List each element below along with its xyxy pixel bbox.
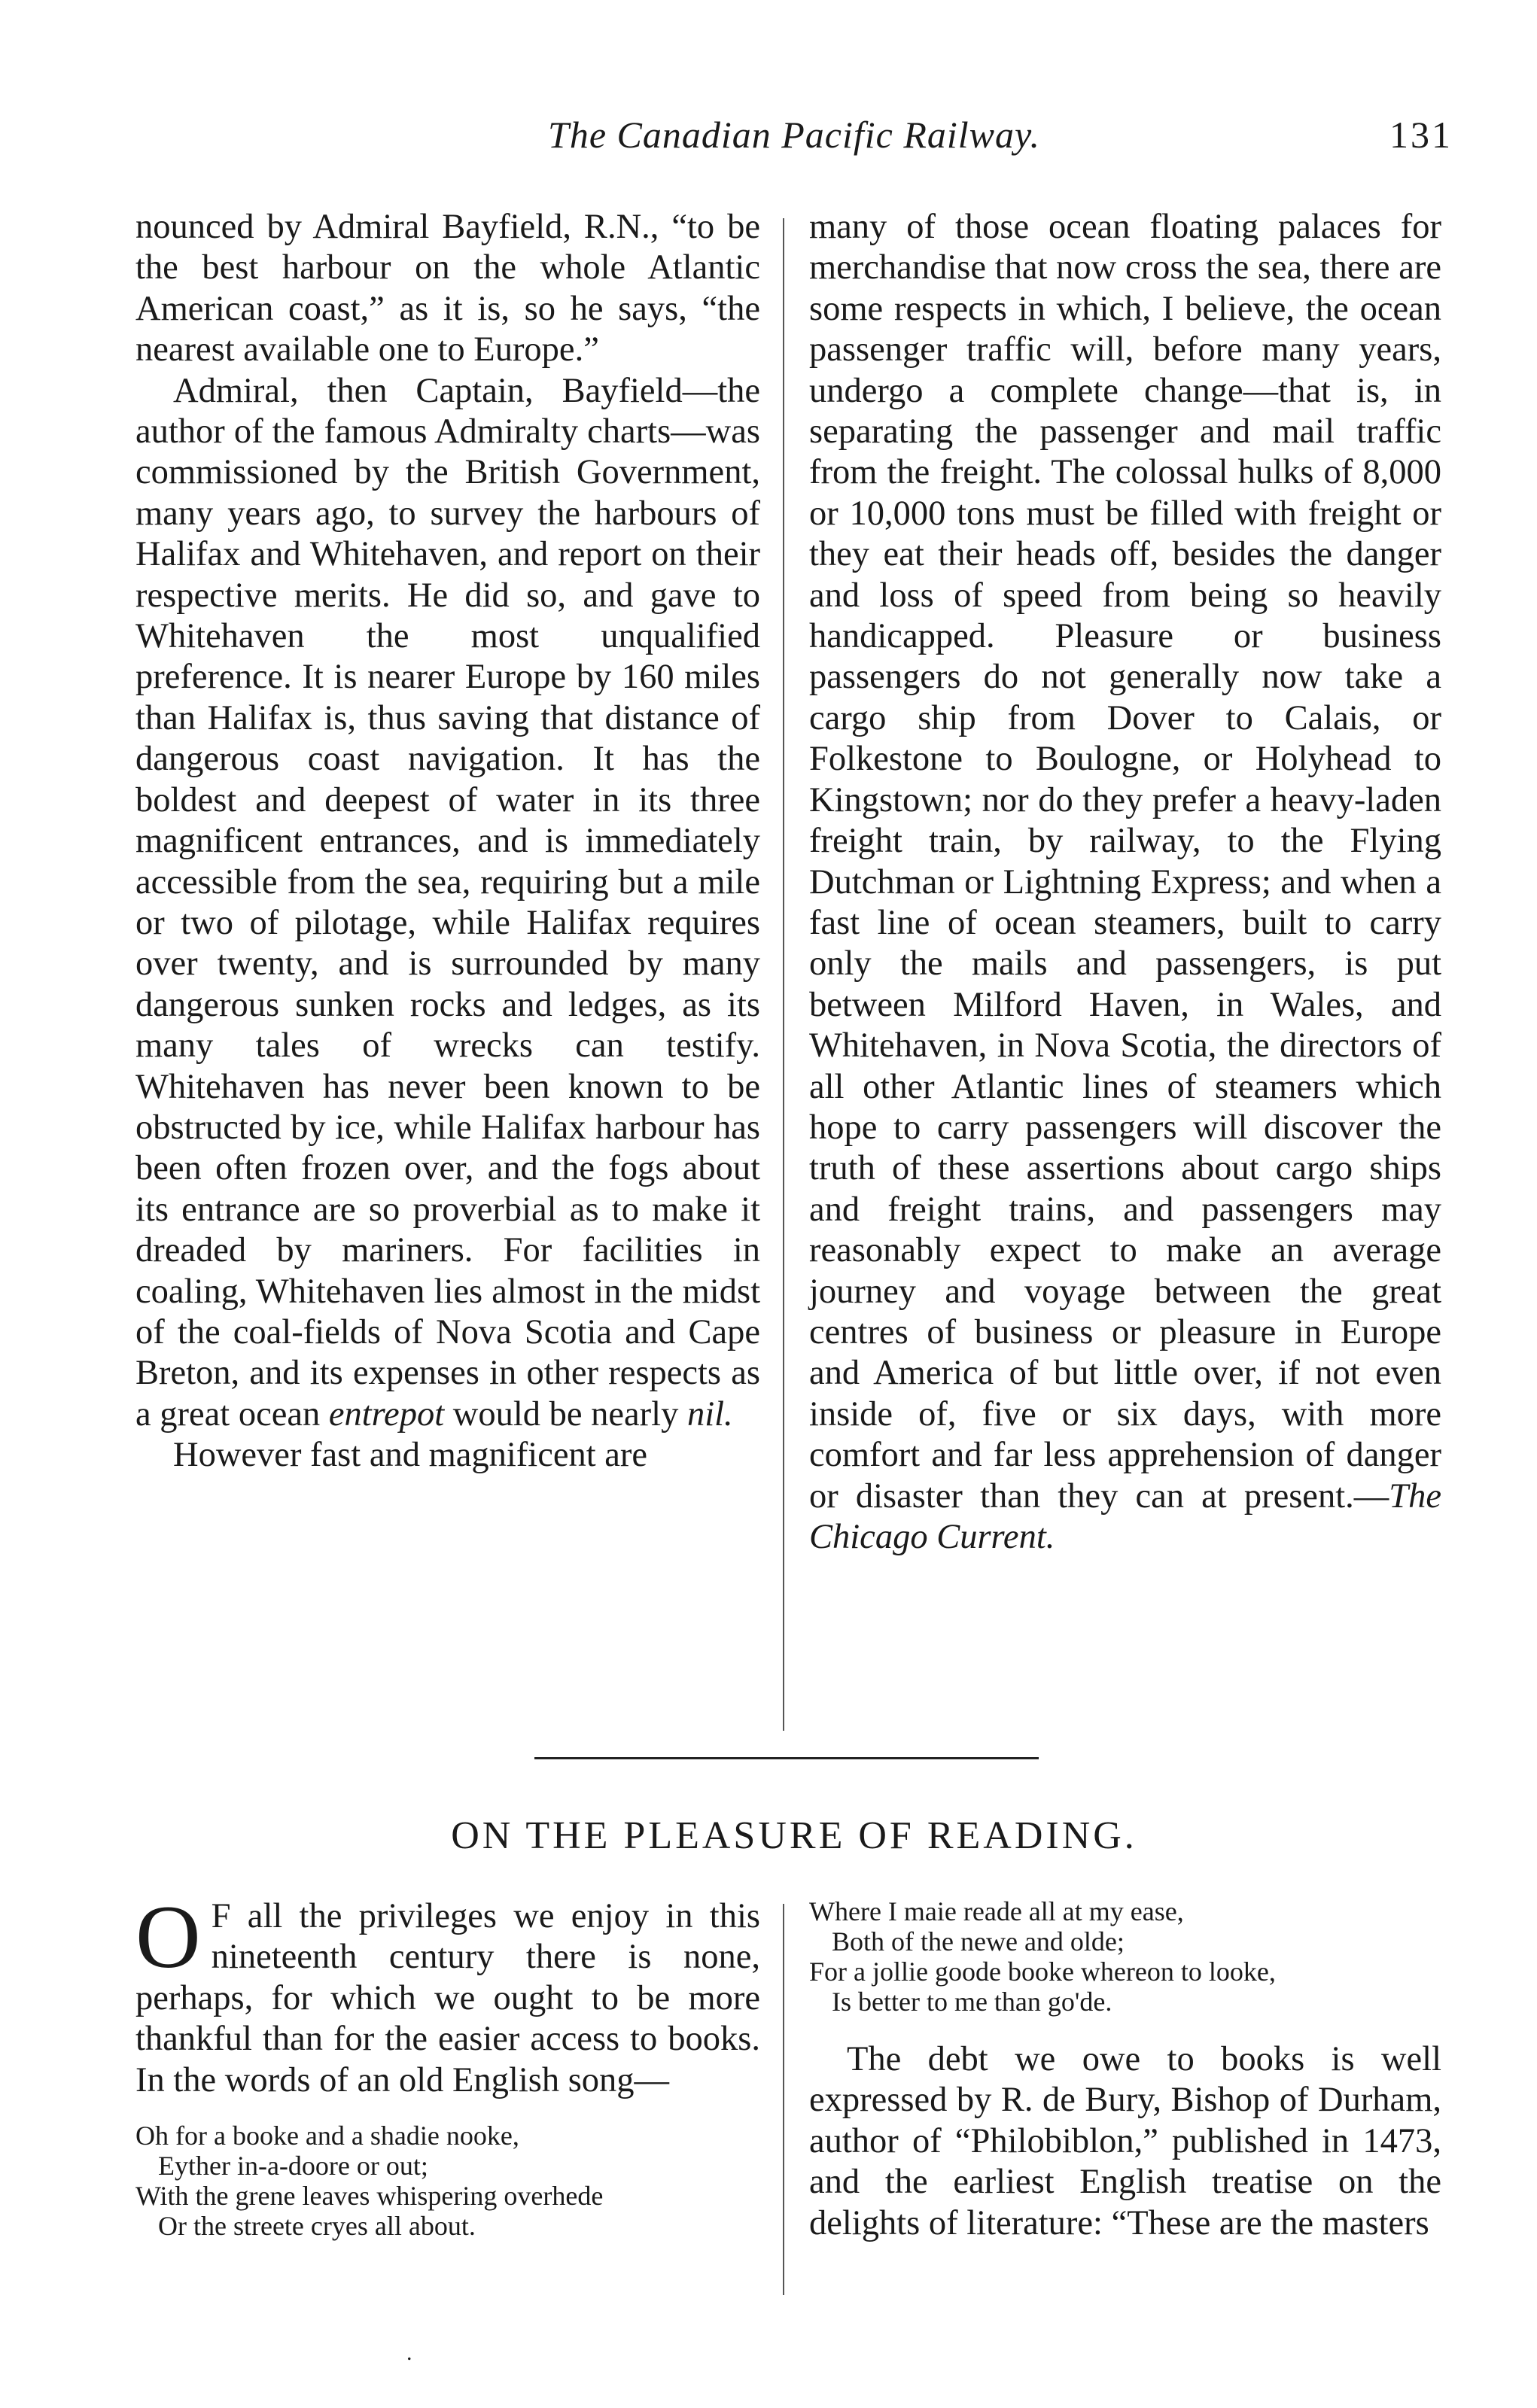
verse-line: Eyther in-a-doore or out;	[158, 2151, 428, 2181]
verse-line: Is better to me than go'de.	[832, 1987, 1112, 2017]
verse-line: Where I maie reade all at my ease,	[809, 1896, 1184, 1926]
verse-block	[135, 2121, 760, 2241]
paragraph: nounced by Admiral Bayfield, R.N., “to be the best harbour on the whole Atlantic American coast,” as it is, so he says, “the nearest available one to Europe.”	[135, 208, 760, 369]
article-column-right	[809, 207, 1441, 1558]
reading-column-left	[135, 1887, 760, 2242]
paragraph-text: many of those ocean floating palaces for merchandise that now cross the sea, there are some respects in which, I believe, the ocean passenger traffic will, before many years, undergo a complete change—that is, in separating the passenger and mail traffic from the freight. The colossal hulks of 8,000 or 10,000 tons must be filled with freight or they eat their heads off, besides the danger and loss of speed from being so heavily handicapped. Pleasure or business passengers do not generally now take a cargo ship from Dover to Calais, or Folkestone to Boulogne, or Holyhead to Kingstown; nor do they prefer a heavy-laden freight train, by railway, to the Flying Dutchman or Lightning Express; and when a fast line of ocean steamers, built to carry only the mails and passengers, is put between Milford Haven, in Wales, and Whitehaven, in Nova Scotia, the directors of all other Atlantic lines of steamers which hope to carry passengers will discover the truth of these assertions about cargo ships and freight trains, and passengers may reasonably expect to make an average journey and voyage between the great centres of business or pleasure in Europe and America of but little over, if not even inside of, five or six days, with more comfort and far less apprehension of danger or disaster than they can at present.—	[809, 208, 1441, 1516]
paragraph	[135, 371, 760, 1436]
section-title: ON THE PLEASURE OF READING.	[451, 1814, 1137, 1857]
article-column-left	[135, 207, 760, 1476]
running-header	[135, 113, 1453, 173]
verse-line: Oh for a booke and a shadie nooke,	[135, 2121, 519, 2151]
verse-line: Or the streete cryes all about.	[158, 2211, 476, 2242]
drop-cap: O	[135, 1887, 201, 1987]
page-mark: .	[406, 2340, 412, 2365]
paragraph	[135, 1887, 760, 2101]
reading-column-right	[809, 1896, 1441, 2244]
italic-term: entrepot	[328, 1394, 445, 1434]
paragraph-text: Admiral, then Captain, Bayfield—the author of the famous Admiralty charts—was commissioned by the British Government, many years ago, to survey the harbours of Halifax and Whitehaven, and report on their respective merits. He did so, and gave to Whitehaven the most unqualified preference. It is nearer Europe by 160 miles than Halifax is, thus saving that distance of dangerous coast navigation. It has the boldest and deepest of water in its three magnificent entrances, and is immediately accessible from the sea, requiring but a mile or two of pilotage, while Halifax requires over twenty, and is surrounded by many dangerous sunken rocks and ledges, as its many tales of wrecks can testify. Whitehaven has never been known to be obstructed by ice, while Halifax harbour has been often frozen over, and the fogs about its entrance are so proverbial as to make it dreaded by mariners. For facilities in coaling, Whitehaven lies almost in the midst of the coal-fields of Nova Scotia and Cape Breton, and its expenses in other respects as a great ocean	[135, 371, 760, 1434]
verse-line: Both of the newe and olde;	[832, 1926, 1125, 1956]
source-citation: The Chicago Current.	[809, 1476, 1441, 1556]
section-divider	[534, 1757, 1039, 1759]
page-number: 131	[1389, 114, 1453, 156]
paragraph-text: F all the privileges we enjoy in this nineteenth century there is none, perhaps, for which we ought to be more thankful than for the easier access to books. In the words of an old English song—	[135, 1897, 760, 2099]
paragraph: However fast and magnificent are	[173, 1436, 648, 1475]
paragraph	[809, 207, 1441, 1558]
paragraph-text: would be nearly	[444, 1394, 687, 1434]
column-divider	[783, 218, 784, 1731]
verse-block	[809, 1896, 1441, 2017]
verse-line: For a jollie goode booke whereon to looke,	[809, 1956, 1276, 1987]
verse-line: With the grene leaves whispering overhede	[135, 2181, 604, 2212]
column-divider	[783, 1904, 784, 2295]
running-title: The Canadian Pacific Railway.	[548, 114, 1040, 156]
paragraph: The debt we owe to books is well expressed by R. de Bury, Bishop of Durham, author of “Philobiblon,” published in 1473, and the earliest English treatise on the delights of literature: “These are the masters	[809, 2040, 1441, 2242]
italic-term: nil.	[686, 1394, 733, 1434]
